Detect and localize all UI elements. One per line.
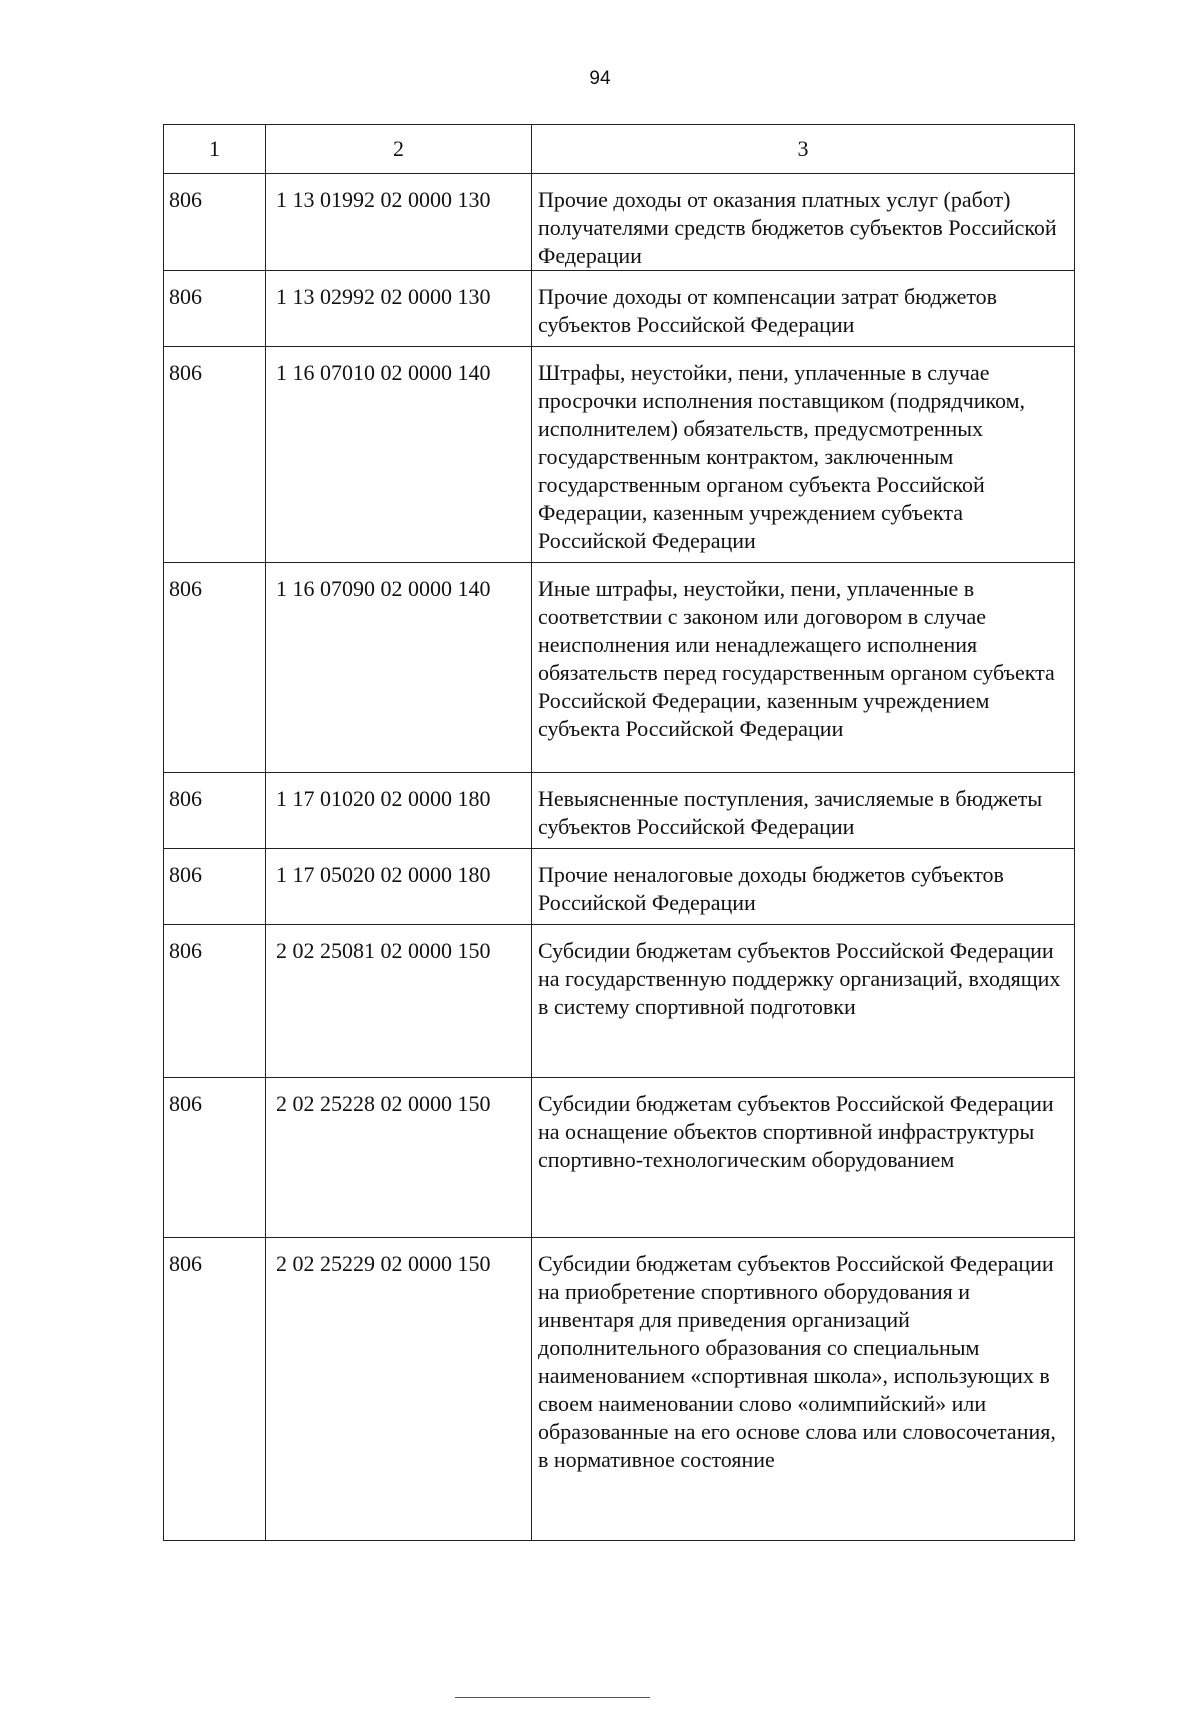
admin-code-cell: 806 bbox=[164, 271, 266, 347]
table-row bbox=[164, 174, 1075, 271]
description-cell: Невыясненные поступления, зачисляемые в бюджеты субъектов Российской Федерации bbox=[532, 773, 1075, 849]
income-code-cell: 1 16 07090 02 0000 140 bbox=[266, 563, 532, 773]
description-cell: Прочие доходы от оказания платных услуг (работ) получателями средств бюджетов субъектов Российской Федерации bbox=[532, 174, 1075, 271]
page-number: 94 bbox=[589, 68, 611, 89]
income-code-cell: 1 13 01992 02 0000 130 bbox=[266, 174, 532, 271]
income-code-cell: 1 17 01020 02 0000 180 bbox=[266, 773, 532, 849]
income-code-cell: 1 17 05020 02 0000 180 bbox=[266, 849, 532, 925]
table-row bbox=[164, 925, 1075, 1078]
column-header-2: 2 bbox=[266, 125, 532, 174]
admin-code-cell: 806 bbox=[164, 849, 266, 925]
description-cell: Субсидии бюджетам субъектов Российской Федерации на оснащение объектов спортивной инфраструктуры спортивно-технологическим оборудованием bbox=[532, 1078, 1075, 1238]
admin-code-cell: 806 bbox=[164, 773, 266, 849]
column-header-1: 1 bbox=[164, 125, 266, 174]
description-cell: Штрафы, неустойки, пени, уплаченные в случае просрочки исполнения поставщиком (подрядчиком, исполнителем) обязательств, предусмотренных государственным контрактом, заключенным государственным органом субъекта Российской Федерации, казенным учреждением субъекта Российской Федерации bbox=[532, 347, 1075, 563]
admin-code-cell: 806 bbox=[164, 925, 266, 1078]
description-cell: Прочие доходы от компенсации затрат бюджетов субъектов Российской Федерации bbox=[532, 271, 1075, 347]
admin-code-cell: 806 bbox=[164, 347, 266, 563]
table-row bbox=[164, 773, 1075, 849]
admin-code-cell: 806 bbox=[164, 1078, 266, 1238]
table-row bbox=[164, 849, 1075, 925]
description-cell: Субсидии бюджетам субъектов Российской Федерации на приобретение спортивного оборудования и инвентаря для приведения организаций дополнительного образования со специальным наименованием «спортивная школа», использующих в своем наименовании слово «олимпийский» или образованные на его основе слова или словосочетания, в нормативное состояние bbox=[532, 1238, 1075, 1541]
footer-divider bbox=[455, 1697, 650, 1698]
income-codes-table bbox=[163, 124, 1075, 1541]
income-code-cell: 2 02 25229 02 0000 150 bbox=[266, 1238, 532, 1541]
table-row bbox=[164, 1238, 1075, 1541]
description-cell: Иные штрафы, неустойки, пени, уплаченные в соответствии с законом или договором в случае неисполнения или ненадлежащего исполнения обязательств перед государственным органом субъекта Российской Федерации, казенным учреждением субъекта Российской Федерации bbox=[532, 563, 1075, 773]
income-code-cell: 2 02 25081 02 0000 150 bbox=[266, 925, 532, 1078]
table-row bbox=[164, 271, 1075, 347]
admin-code-cell: 806 bbox=[164, 563, 266, 773]
income-code-cell: 2 02 25228 02 0000 150 bbox=[266, 1078, 532, 1238]
description-cell: Субсидии бюджетам субъектов Российской Федерации на государственную поддержку организаций, входящих в систему спортивной подготовки bbox=[532, 925, 1075, 1078]
table-row bbox=[164, 1078, 1075, 1238]
description-cell: Прочие неналоговые доходы бюджетов субъектов Российской Федерации bbox=[532, 849, 1075, 925]
table-row bbox=[164, 563, 1075, 773]
table-header-row bbox=[164, 125, 1075, 174]
table-row bbox=[164, 347, 1075, 563]
income-code-cell: 1 13 02992 02 0000 130 bbox=[266, 271, 532, 347]
column-header-3: 3 bbox=[532, 125, 1075, 174]
admin-code-cell: 806 bbox=[164, 1238, 266, 1541]
income-code-cell: 1 16 07010 02 0000 140 bbox=[266, 347, 532, 563]
admin-code-cell: 806 bbox=[164, 174, 266, 271]
